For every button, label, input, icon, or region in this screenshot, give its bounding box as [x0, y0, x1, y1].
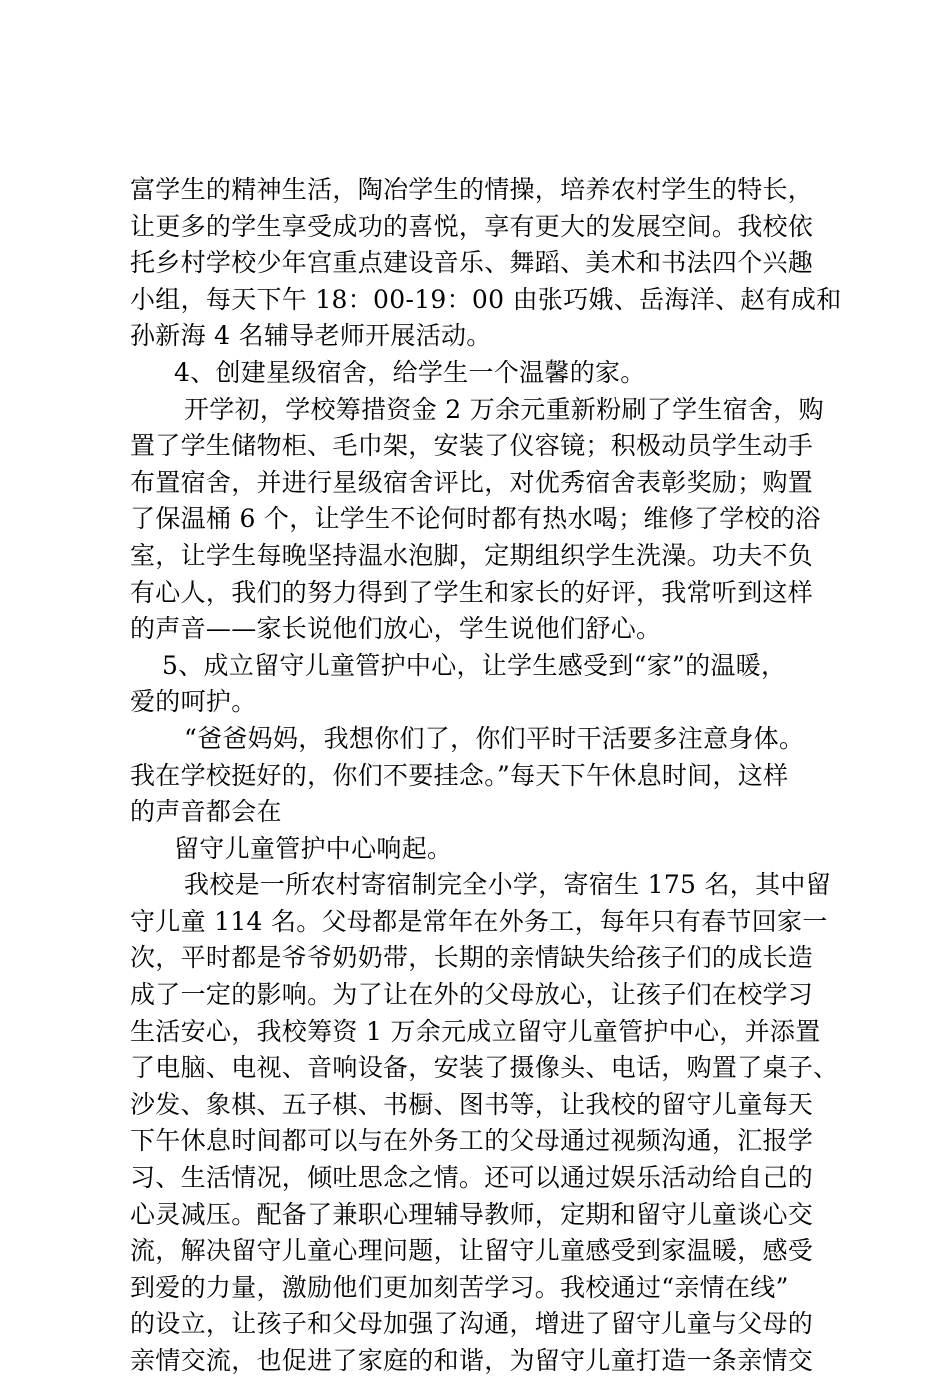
text-line: 小组，每天下午 18：00-19：00 由张巧娥、岳海洋、赵有成和: [130, 284, 842, 314]
text-line: 守儿童 114 名。父母都是常年在外务工，每年只有春节回家一: [130, 906, 828, 936]
text-line: 孙新海 4 名辅导老师开展活动。: [130, 321, 492, 351]
section-heading-5: 5、成立留守儿童管护中心，让学生感受到“家”的温暖，: [162, 650, 787, 680]
text-line: 了电脑、电视、音响设备，安装了摄像头、电话，购置了桌子、: [130, 1053, 839, 1083]
text-line: 室，让学生每晚坚持温水泡脚，定期组织学生洗澡。功夫不负: [130, 540, 814, 570]
text-line: 心灵减压。配备了兼职心理辅导教师，定期和留守儿童谈心交: [130, 1199, 814, 1229]
text-line: 流，解决留守儿童心理问题，让留守儿童感受到家温暖，感受: [130, 1236, 814, 1266]
text-line: 富学生的精神生活，陶冶学生的情操，培养农村学生的特长，: [130, 175, 814, 204]
text-line: 次，平时都是爷爷奶奶带，长期的亲情缺失给孩子们的成长造: [130, 943, 814, 973]
text-line: 我校是一所农村寄宿制完全小学，寄宿生 175 名，其中留: [184, 870, 832, 900]
text-line: 的声音——家长说他们放心，学生说他们舒心。: [130, 614, 662, 644]
text-line: 布置宿舍，并进行星级宿舍评比，对优秀宿舍表彰奖励；购置: [130, 467, 814, 497]
text-line: 下午休息时间都可以与在外务工的父母通过视频沟通，汇报学: [130, 1126, 814, 1156]
section-heading-4: 4、创建星级宿舍，给学生一个温馨的家。: [174, 357, 646, 387]
text-line: 了保温桶 6 个，让学生不论何时都有热水喝；维修了学校的浴: [130, 504, 821, 534]
text-line: 到爱的力量，激励他们更加刻苦学习。我校通过“亲情在线”: [130, 1272, 789, 1302]
text-line: 的声音都会在: [130, 797, 282, 827]
text-line: 爱的呵护。: [130, 687, 257, 717]
text-line: 成了一定的影响。为了让在外的父母放心，让孩子们在校学习: [130, 980, 814, 1010]
text-line: 开学初，学校筹措资金 2 万余元重新粉刷了学生宿舍，购: [184, 394, 824, 424]
text-line: 置了学生储物柜、毛巾架，安装了仪容镜；积极动员学生动手: [130, 431, 814, 461]
body-text: [130, 172, 842, 1380]
text-line: 我在学校挺好的，你们不要挂念。”每天下午休息时间，这样: [130, 760, 789, 790]
text-line: 留守儿童管护中心响起。: [174, 833, 453, 863]
text-line: 的设立，让孩子和父母加强了沟通，增进了留守儿童与父母的: [130, 1309, 814, 1339]
text-line: 生活安心，我校筹资 1 万余元成立留守儿童管护中心，并添置: [130, 1016, 821, 1046]
text-line: 习、生活情况，倾吐思念之情。还可以通过娱乐活动给自己的: [130, 1163, 814, 1193]
text-line: 托乡村学校少年宫重点建设音乐、舞蹈、美术和书法四个兴趣: [130, 248, 814, 278]
text-line: 亲情交流，也促进了家庭的和谐，为留守儿童打造一条亲情交: [130, 1346, 814, 1375]
text-line: 有心人，我们的努力得到了学生和家长的好评，我常听到这样: [130, 577, 814, 607]
text-line: 沙发、象棋、五子棋、书橱、图书等，让我校的留守儿童每天: [130, 1089, 814, 1119]
text-line: “爸爸妈妈，我想你们了，你们平时干活要多注意身体。: [184, 723, 805, 753]
text-line: 让更多的学生享受成功的喜悦，享有更大的发展空间。我校依: [130, 211, 814, 241]
